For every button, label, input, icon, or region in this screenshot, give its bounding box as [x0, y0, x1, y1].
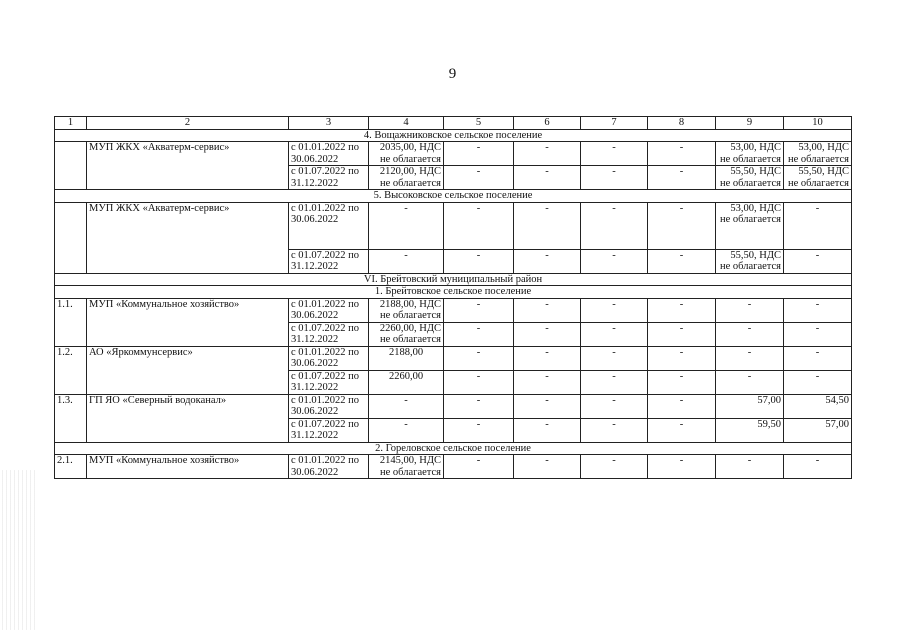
district-header-row — [55, 273, 852, 286]
tariff-cell: - — [716, 455, 784, 479]
column-number: 10 — [784, 117, 852, 130]
column-number: 1 — [55, 117, 87, 130]
tariff-cell: - — [514, 298, 581, 322]
tariff-cell: - — [369, 202, 444, 249]
tariff-cell: - — [716, 322, 784, 346]
table-row — [55, 298, 852, 322]
tariff-cell: 57,00 — [784, 418, 852, 442]
tariff-cell: 55,50, НДС не облагается — [716, 166, 784, 190]
tariff-cell: - — [581, 202, 648, 249]
period-cell: с 01.07.2022 по 31.12.2022 — [289, 322, 369, 346]
tariff-cell: - — [514, 418, 581, 442]
organization-name: АО «Яркоммунсервис» — [87, 346, 289, 394]
tariff-cell: - — [444, 202, 514, 249]
organization-name: ГП ЯО «Северный водоканал» — [87, 394, 289, 442]
tariff-cell: - — [784, 298, 852, 322]
tariff-cell: - — [514, 202, 581, 249]
row-number: 2.1. — [55, 455, 87, 479]
district-title: VI. Брейтовский муниципальный район — [55, 273, 852, 286]
tariff-cell: - — [716, 346, 784, 370]
section-header-row — [55, 190, 852, 203]
row-number: 1.2. — [55, 346, 87, 394]
period-cell: с 01.01.2022 по 30.06.2022 — [289, 394, 369, 418]
tariff-cell: - — [444, 322, 514, 346]
tariff-cell: - — [648, 298, 716, 322]
tariff-cell: 2120,00, НДС не облагается — [369, 166, 444, 190]
tariff-cell: - — [784, 249, 852, 273]
tariff-cell: 2188,00, НДС не облагается — [369, 298, 444, 322]
tariff-cell: 59,50 — [716, 418, 784, 442]
tariff-cell: - — [581, 455, 648, 479]
tariff-cell: - — [784, 202, 852, 249]
tariff-cell: - — [581, 322, 648, 346]
page-number: 9 — [448, 66, 457, 82]
tariff-cell: 2145,00, НДС не облагается — [369, 455, 444, 479]
period-cell: с 01.01.2022 по 30.06.2022 — [289, 455, 369, 479]
tariff-cell: 53,00, НДС не облагается — [784, 142, 852, 166]
period-cell: с 01.07.2022 по 31.12.2022 — [289, 370, 369, 394]
tariff-cell: - — [784, 370, 852, 394]
row-number: 1.3. — [55, 394, 87, 442]
tariff-cell: - — [444, 455, 514, 479]
table-row — [55, 142, 852, 166]
period-cell: с 01.01.2022 по 30.06.2022 — [289, 142, 369, 166]
scan-margin-marks — [2, 470, 38, 630]
tariff-cell: 2260,00, НДС не облагается — [369, 322, 444, 346]
tariff-cell: - — [648, 455, 716, 479]
table-row — [55, 202, 852, 249]
section-header-row — [55, 286, 852, 299]
organization-name: МУП «Коммунальное хозяйство» — [87, 455, 289, 479]
tariff-cell: - — [369, 394, 444, 418]
column-number: 5 — [444, 117, 514, 130]
tariff-cell: - — [648, 249, 716, 273]
tariff-cell: - — [648, 166, 716, 190]
section-header-row — [55, 129, 852, 142]
row-number — [55, 202, 87, 273]
tariff-cell: - — [716, 298, 784, 322]
tariff-cell: 2035,00, НДС не облагается — [369, 142, 444, 166]
organization-name: МУП ЖКХ «Акватерм-сервис» — [87, 142, 289, 190]
organization-name: МУП ЖКХ «Акватерм-сервис» — [87, 202, 289, 273]
tariff-cell: - — [581, 142, 648, 166]
tariff-cell: - — [369, 249, 444, 273]
column-number: 7 — [581, 117, 648, 130]
tariff-cell: - — [648, 202, 716, 249]
tariff-cell: - — [514, 322, 581, 346]
period-cell: с 01.01.2022 по 30.06.2022 — [289, 298, 369, 322]
tariff-cell: 54,50 — [784, 394, 852, 418]
column-number: 3 — [289, 117, 369, 130]
tariff-cell: - — [648, 322, 716, 346]
tariff-cell: - — [444, 142, 514, 166]
tariff-cell: - — [444, 166, 514, 190]
tariff-cell: - — [369, 418, 444, 442]
tariff-cell: - — [514, 394, 581, 418]
tariff-cell: - — [444, 249, 514, 273]
row-number — [55, 142, 87, 190]
section-title: 1. Брейтовское сельское поселение — [55, 286, 852, 299]
tariff-cell: - — [648, 394, 716, 418]
column-number: 2 — [87, 117, 289, 130]
tariff-cell: - — [514, 249, 581, 273]
tariff-cell: - — [514, 166, 581, 190]
tariff-cell: - — [581, 166, 648, 190]
tariff-cell: - — [444, 394, 514, 418]
tariff-cell: 55,50, НДС не облагается — [716, 249, 784, 273]
column-number: 8 — [648, 117, 716, 130]
tariff-cell: 53,00, НДС не облагается — [716, 202, 784, 249]
tariff-cell: 53,00, НДС не облагается — [716, 142, 784, 166]
tariff-cell: - — [648, 142, 716, 166]
tariff-cell: - — [784, 322, 852, 346]
tariff-cell: - — [444, 418, 514, 442]
tariff-cell: - — [581, 418, 648, 442]
section-title: 2. Гореловское сельское поселение — [55, 442, 852, 455]
tariff-cell: - — [648, 346, 716, 370]
period-cell: с 01.01.2022 по 30.06.2022 — [289, 346, 369, 370]
tariff-cell: - — [581, 249, 648, 273]
tariff-cell: 57,00 — [716, 394, 784, 418]
column-number: 6 — [514, 117, 581, 130]
tariff-cell: - — [514, 142, 581, 166]
tariff-cell: - — [581, 346, 648, 370]
column-number: 9 — [716, 117, 784, 130]
tariff-cell: - — [444, 370, 514, 394]
section-header-row — [55, 442, 852, 455]
tariff-cell: - — [581, 370, 648, 394]
tariff-cell: - — [648, 370, 716, 394]
section-title: 5. Высоковское сельское поселение — [55, 190, 852, 203]
tariff-cell: 55,50, НДС не облагается — [784, 166, 852, 190]
tariff-cell: - — [514, 370, 581, 394]
table-row — [55, 455, 852, 479]
column-number-row — [55, 117, 852, 130]
period-cell: с 01.07.2022 по 31.12.2022 — [289, 249, 369, 273]
section-title: 4. Вощажниковское сельское поселение — [55, 129, 852, 142]
table-row — [55, 394, 852, 418]
tariff-table — [54, 116, 852, 479]
organization-name: МУП «Коммунальное хозяйство» — [87, 298, 289, 346]
tariff-cell: - — [581, 298, 648, 322]
tariff-cell: - — [716, 370, 784, 394]
tariff-cell: - — [648, 418, 716, 442]
tariff-cell: 2260,00 — [369, 370, 444, 394]
tariff-cell: - — [444, 346, 514, 370]
tariff-cell: - — [514, 346, 581, 370]
tariff-cell: - — [784, 346, 852, 370]
tariff-cell: - — [444, 298, 514, 322]
table-row — [55, 346, 852, 370]
column-number: 4 — [369, 117, 444, 130]
tariff-cell: - — [581, 394, 648, 418]
period-cell: с 01.07.2022 по 31.12.2022 — [289, 418, 369, 442]
period-cell: с 01.01.2022 по 30.06.2022 — [289, 202, 369, 249]
tariff-cell: 2188,00 — [369, 346, 444, 370]
row-number: 1.1. — [55, 298, 87, 346]
period-cell: с 01.07.2022 по 31.12.2022 — [289, 166, 369, 190]
tariff-cell: - — [514, 455, 581, 479]
tariff-cell: - — [784, 455, 852, 479]
